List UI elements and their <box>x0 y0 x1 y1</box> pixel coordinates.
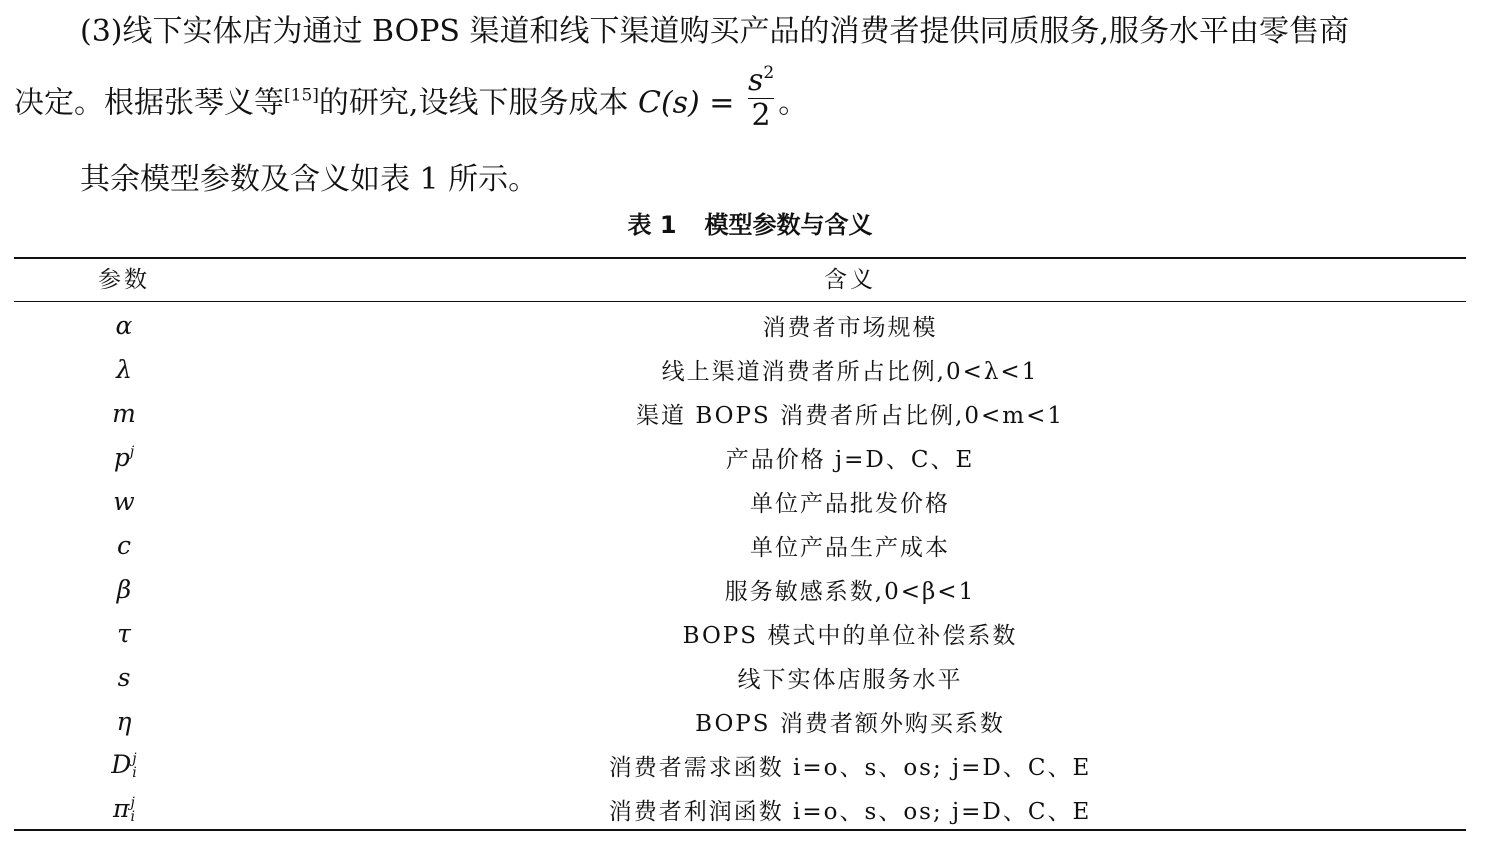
param-meaning: 线上渠道消费者所占比例,0<λ<1 <box>661 358 1039 385</box>
param-meaning: 服务敏感系数,0<β<1 <box>724 578 976 605</box>
param-symbol: s <box>117 662 131 692</box>
param-meaning: 渠道 BOPS 消费者所占比例,0<m<1 <box>636 402 1064 429</box>
param-meaning: 单位产品生产成本 <box>750 534 950 561</box>
param-symbol: α <box>115 310 133 340</box>
table-body <box>14 303 1466 831</box>
paragraph-condition-3 <box>14 12 1474 52</box>
paragraph-text: (3)线下实体店为通过 BOPS 渠道和线下渠道购买产品的消费者提供同质服务,服务水平由零售商 <box>80 14 1350 49</box>
paragraph-text: 其余模型参数及含义如表 1 所示。 <box>80 162 539 197</box>
table-header-rule <box>14 301 1466 302</box>
table-header-meaning: 含义 <box>824 267 876 293</box>
table-row <box>14 303 1466 347</box>
param-symbol: w <box>113 486 135 516</box>
table-row <box>14 567 1466 611</box>
param-symbol: m <box>112 398 136 428</box>
table-row <box>14 391 1466 435</box>
table-row <box>14 611 1466 655</box>
citation-ref[interactable]: [15] <box>284 85 319 106</box>
paragraph-text: 的研究,设线下服务成本 <box>318 85 638 121</box>
paragraph-text: 决定。根据张琴义等 <box>14 85 284 121</box>
table-row <box>14 435 1466 479</box>
table-row <box>14 347 1466 391</box>
table-caption-title: 模型参数与含义 <box>704 211 873 239</box>
fraction-numerator: $s^2$ <box>747 63 775 98</box>
param-symbol: $p^j$ <box>113 442 135 472</box>
param-symbol: λ <box>116 354 132 384</box>
param-meaning: 产品价格 j=D、C、E <box>725 446 975 473</box>
paragraph-end: 。 <box>778 85 809 121</box>
param-symbol: τ <box>117 618 131 648</box>
table-row <box>14 655 1466 699</box>
table-header-param: 参数 <box>98 267 150 293</box>
param-symbol: c <box>116 530 131 560</box>
param-meaning: 消费者利润函数 i=o、s、os; j=D、C、E <box>608 798 1092 825</box>
param-meaning: BOPS 模式中的单位补偿系数 <box>682 622 1018 649</box>
param-symbol: β <box>116 574 132 604</box>
param-meaning: 线下实体店服务水平 <box>737 666 963 693</box>
table-row <box>14 523 1466 567</box>
formula-lhs: C(s) = <box>637 85 744 121</box>
paragraph-table-intro <box>14 160 1474 200</box>
table-bottom-rule <box>14 829 1466 831</box>
table-caption <box>0 205 1500 245</box>
param-meaning: 消费者需求函数 i=o、s、os; j=D、C、E <box>608 754 1092 781</box>
formula-fraction <box>747 63 775 133</box>
fraction-denominator: 2 <box>751 98 771 133</box>
param-meaning: 消费者市场规模 <box>762 314 938 341</box>
param-symbol: π j i <box>113 793 135 826</box>
table-caption-label: 表 1 <box>627 211 677 239</box>
table-row <box>14 743 1466 787</box>
param-symbol: η <box>116 706 132 736</box>
paragraph-service-cost <box>14 63 1474 142</box>
table-row <box>14 787 1466 831</box>
table-row <box>14 479 1466 523</box>
table-row <box>14 699 1466 743</box>
param-meaning: BOPS 消费者额外购买系数 <box>695 710 1005 737</box>
param-symbol: D j i <box>111 749 137 782</box>
param-meaning: 单位产品批发价格 <box>750 490 950 517</box>
